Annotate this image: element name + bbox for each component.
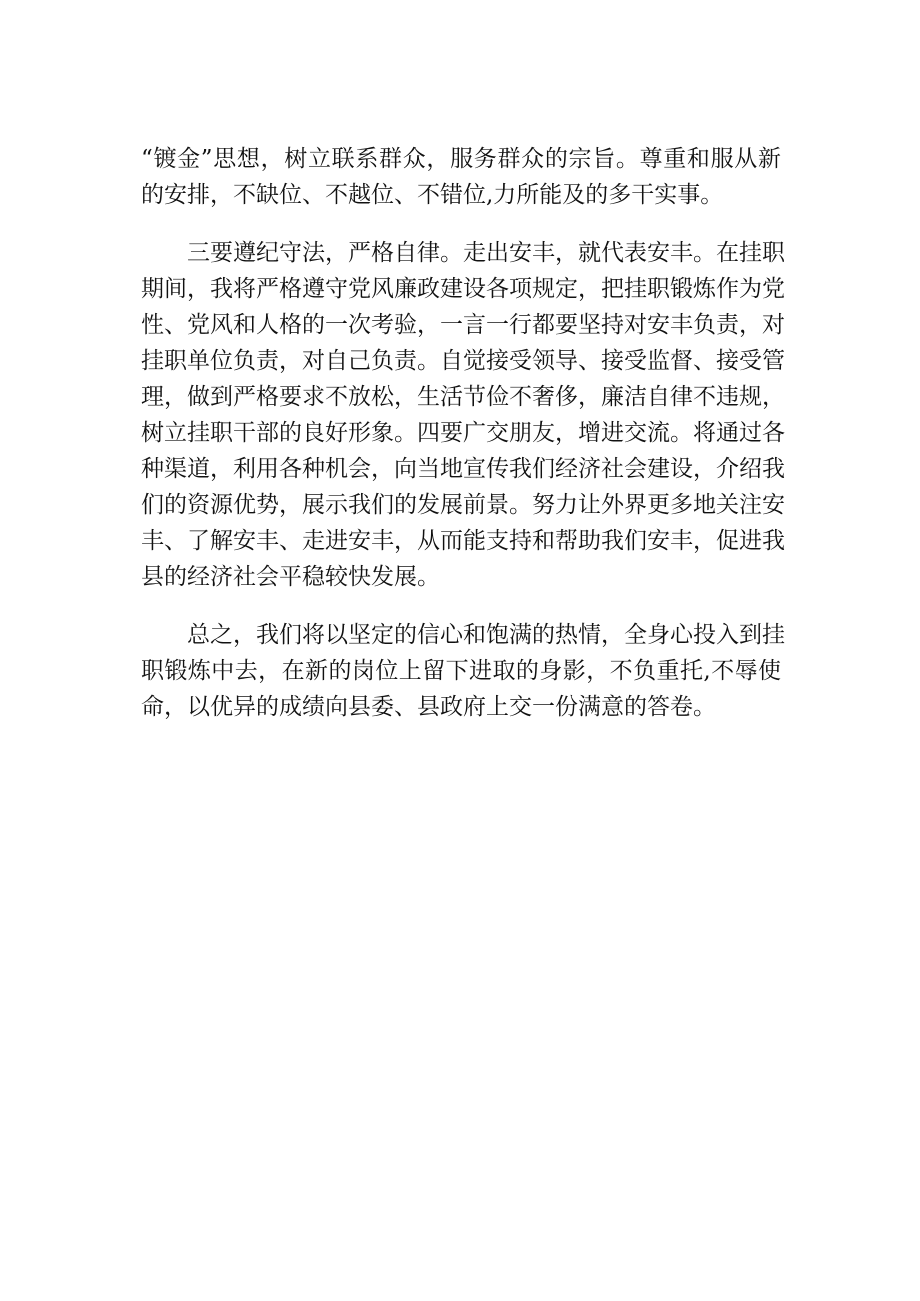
- text-line: 树立挂职干部的良好形象。四要广交朋友，增进交流。将通过各: [141, 420, 785, 446]
- text-line: 期间，我将严格遵守党风廉政建设各项规定，把挂职锻炼作为党: [141, 276, 785, 302]
- paragraph-discipline: [141, 235, 785, 595]
- text-line: 丰、了解安丰、走进安丰，从而能支持和帮助我们安丰，促进我: [141, 528, 785, 554]
- text-line: 县的经济社会平稳较快发展。: [141, 564, 440, 590]
- text-line: 挂职单位负责，对自己负责。自觉接受领导、接受监督、接受管: [141, 348, 785, 374]
- text-line: 理，做到严格要求不放松，生活节俭不奢侈，廉洁自律不违规，: [141, 384, 785, 410]
- text-line: 性、党风和人格的一次考验，一言一行都要坚持对安丰负责，对: [141, 312, 785, 338]
- document-body: [141, 141, 785, 747]
- text-line: 们的资源优势，展示我们的发展前景。努力让外界更多地关注安: [141, 492, 785, 518]
- paragraph-conclusion: [141, 617, 785, 725]
- paragraph-continuation: [141, 141, 781, 213]
- text-line: 总之，我们将以坚定的信心和饱满的热情，全身心投入到挂: [187, 622, 785, 648]
- text-line: 命，以优异的成绩向县委、县政府上交一份满意的答卷。: [141, 694, 716, 720]
- text-line: “镀金”思想，树立联系群众，服务群众的宗旨。尊重和服从新: [141, 146, 781, 172]
- text-line: 三要遵纪守法，严格自律。走出安丰，就代表安丰。在挂职: [187, 240, 785, 266]
- text-line: 的安排，不缺位、不越位、不错位,力所能及的多干实事。: [141, 182, 724, 208]
- text-line: 职锻炼中去，在新的岗位上留下进取的身影，不负重托,不辱使: [141, 658, 781, 684]
- text-line: 种渠道，利用各种机会，向当地宣传我们经济社会建设，介绍我: [141, 456, 785, 482]
